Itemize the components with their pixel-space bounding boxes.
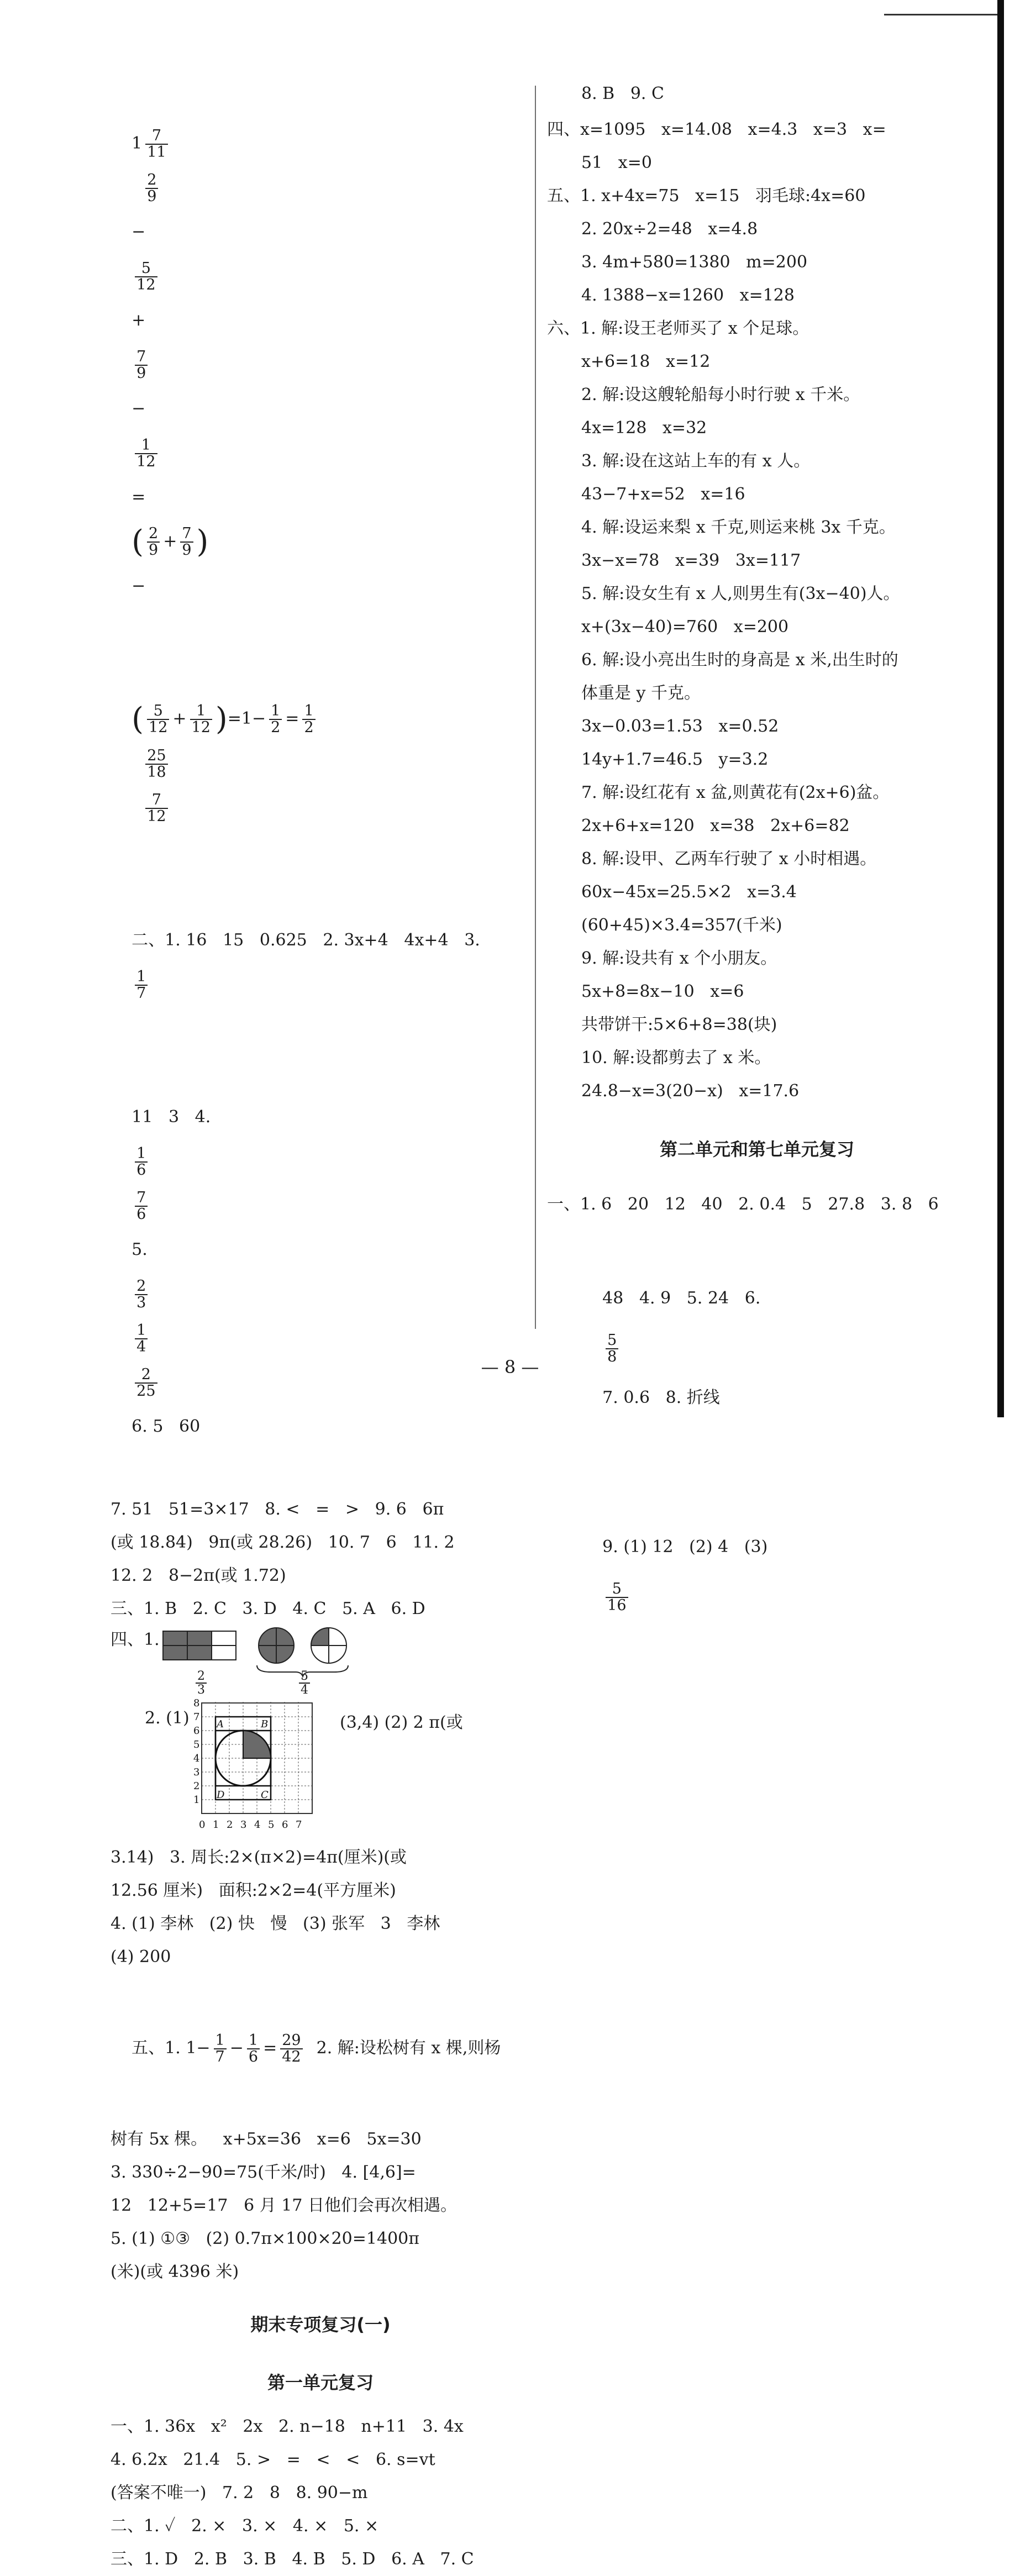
section2-line4: (或 18.84) 9π(或 28.26) 10. 7 6 11. 2 [111, 1533, 455, 1552]
den: 4 [136, 1338, 146, 1355]
y-ticks [193, 1697, 199, 1806]
y-tick-label: 8 [193, 1697, 200, 1709]
r-line-18: 6. 解:设小亮出生时的身高是 x 米,出生时的 [581, 650, 898, 670]
r-line-31: 24.8−x=3(20−x) x=17.6 [581, 1081, 800, 1101]
den: 7 [215, 2048, 225, 2065]
page-number: — 8 — [481, 1357, 539, 1378]
text: 5. [132, 1240, 148, 1259]
fraction-1-2 [302, 703, 315, 736]
r-line-6: 3. 4m+580=1380 m=200 [581, 253, 808, 272]
section5-line6: (米)(或 4396 米) [111, 2262, 239, 2281]
r-line-3: 51 x=0 [581, 153, 652, 172]
fraction-1-12 [190, 703, 212, 736]
r-line-13: 43−7+x=52 x=16 [581, 485, 745, 504]
label-c: C [261, 1789, 269, 1801]
section4-line3: 3.14) 3. 周长:2×(π×2)=4π(厘米)(或 [111, 1848, 407, 1867]
calc-line-2: ( $\frac{5}{12}$ + $\frac{1}{12}$ )=1− $\frac{1}{2}$ = $\frac{1}{2}$ $\frac{25}{18}$ $\frac{7}{12}$ [111, 653, 530, 874]
minus: − [229, 2038, 244, 2058]
num: 1 [214, 2033, 227, 2049]
scan-edge-bar [997, 0, 1004, 1417]
fraction-7-9 [135, 349, 148, 382]
num: 5 [606, 1333, 618, 1349]
text: 2. 解:设松树有 x 棵,则杨 [306, 2038, 501, 2058]
section4-label: 四、1. [111, 1630, 160, 1649]
right-column [547, 77, 967, 1671]
den: 6 [136, 1206, 146, 1223]
den: 2 [271, 719, 281, 736]
column-divider [535, 86, 536, 1329]
section5-line3: 3. 330÷2−90=75(千米/时) 4. [4,6]= [111, 2163, 416, 2182]
paren-close: ) [196, 524, 209, 560]
r-line-10: 2. 解:设这艘轮船每小时行驶 x 千米。 [581, 385, 860, 404]
r-line-2: 四、x=1095 x=14.08 x=4.3 x=3 x= [547, 120, 886, 139]
num: 1 [135, 1146, 148, 1163]
den: 2 [304, 719, 314, 736]
fraction-25-18 [145, 748, 167, 781]
heading-unit1: 第一单元复习 [267, 2372, 374, 2393]
r-line-12: 3. 解:设在这站上车的有 x 人。 [581, 451, 811, 471]
unit1-line1: 一、1. 36x x² 2x 2. n−18 n+11 3. 4x [111, 2417, 464, 2436]
label-d: D [217, 1789, 225, 1801]
heading-final-review: 期末专项复习(一) [250, 2314, 391, 2335]
r-line-16: 5. 解:设女生有 x 人,则男生有(3x−40)人。 [581, 584, 900, 603]
label-b: B [261, 1718, 269, 1730]
num: 5 [606, 1581, 628, 1598]
num: 1 [302, 703, 315, 720]
x-ticks [199, 1819, 302, 1831]
question-answer: (3,4) (2) 2 π(或 [340, 1713, 463, 1732]
section5-line4: 12 12+5=17 6 月 17 日他们会再次相遇。 [111, 2196, 457, 2215]
den: 9 [149, 542, 159, 559]
r-line-27: 9. 解:设共有 x 个小朋友。 [581, 949, 777, 968]
y-tick-label: 2 [193, 1780, 200, 1792]
fraction-1-2 [269, 703, 282, 736]
fraction-2-3 [196, 1670, 207, 1696]
r-line-34 [547, 1473, 967, 1671]
section5-line2: 树有 5x 棵。 x+5x=36 x=6 5x=30 [111, 2130, 422, 2149]
unit1-line2: 4. 6.2x 21.4 5. > = < < 6. s=vt [111, 2450, 435, 2469]
r-line-15: 3x−x=78 x=39 3x=117 [581, 551, 801, 570]
num: 1 [190, 703, 212, 720]
den: 18 [147, 764, 166, 781]
num: 29 [280, 2033, 302, 2049]
fraction-5-16 [606, 1581, 628, 1614]
section2-line5: 12. 2 8−2π(或 1.72) [111, 1566, 286, 1585]
section2-line1 [111, 874, 530, 1051]
r-line-14: 4. 解:设运来梨 x 千克,则运来桃 3x 千克。 [581, 518, 896, 537]
minus: − [132, 399, 146, 418]
equals: = [263, 2038, 277, 2058]
r-line-26: (60+45)×3.4=357(千米) [581, 916, 782, 935]
den: 7 [136, 985, 146, 1002]
text: 6. 5 60 [132, 1417, 201, 1436]
heading-unit2-unit7: 第二单元和第七单元复习 [659, 1139, 854, 1160]
top-rule [884, 14, 1003, 15]
paren-open: ( [132, 524, 144, 560]
r-line-11: 4x=128 x=32 [581, 418, 707, 438]
coordinate-grid [193, 1697, 337, 1838]
x-tick-label: 2 [227, 1819, 233, 1831]
fraction-29-42 [280, 2033, 302, 2065]
fraction-7-11 [145, 128, 167, 161]
r-line-30: 10. 解:设都剪去了 x 米。 [581, 1048, 771, 1068]
r-line-9: x+6=18 x=12 [581, 352, 711, 371]
num: 5 [147, 703, 169, 720]
num: 7 [145, 792, 167, 809]
x-tick-label: 0 [199, 1819, 206, 1831]
minus: − [132, 576, 146, 596]
fraction-2-3 [135, 1279, 148, 1311]
num: 2 [145, 172, 158, 189]
section3-line: 三、1. B 2. C 3. D 4. C 5. A 6. D [111, 1599, 425, 1618]
r-line-7: 4. 1388−x=1260 x=128 [581, 286, 795, 305]
den: 4 [301, 1683, 308, 1697]
den: 9 [182, 542, 192, 559]
r-line-4: 五、1. x+4x=75 x=15 羽毛球:4x=60 [547, 186, 866, 206]
r-line-21: 14y+1.7=46.5 y=3.2 [581, 750, 769, 769]
den: 6 [248, 2048, 259, 2065]
r-line-29: 共带饼干:5×6+8=38(块) [581, 1015, 777, 1034]
fraction-2-9 [145, 172, 158, 205]
x-tick-label: 4 [254, 1819, 261, 1831]
text: 48 4. 9 5. 24 6. [602, 1289, 761, 1308]
paren-close: ) [215, 701, 228, 737]
x-tick-label: 5 [268, 1819, 275, 1831]
den: 16 [607, 1597, 627, 1614]
r-line-8: 六、1. 解:设王老师买了 x 个足球。 [547, 319, 809, 338]
circle-quarter [311, 1628, 346, 1663]
section4-line4: 12.56 厘米) 面积:2×2=4(平方厘米) [111, 1881, 396, 1900]
num: 2 [196, 1670, 207, 1684]
r-line-1: 8. B 9. C [581, 84, 664, 103]
r-line-22: 7. 解:设红花有 x 盆,则黄花有(2x+6)盆。 [581, 783, 890, 802]
circle-full [259, 1628, 294, 1663]
num: 1 [135, 1323, 148, 1339]
text: 9. (1) 12 (2) 4 (3) [602, 1537, 768, 1557]
fraction-7-12 [145, 792, 167, 825]
left-column [111, 77, 530, 2576]
num: 7 [180, 526, 193, 543]
y-tick-label: 6 [193, 1725, 200, 1737]
bar-rect [163, 1631, 236, 1660]
r-line-19: 体重是 y 千克。 [581, 684, 701, 703]
den: 3 [136, 1294, 146, 1311]
text: 五、1. 1− [132, 2038, 211, 2058]
equals: = [132, 487, 146, 507]
fraction-1-7 [214, 2033, 227, 2065]
fraction-2-9 [147, 526, 160, 559]
text: 11 3 4. [132, 1107, 211, 1127]
fraction-7-6 [135, 1190, 148, 1223]
section5-line5: 5. (1) ①③ (2) 0.7π×100×20=1400π [111, 2229, 419, 2248]
den: 9 [136, 365, 146, 382]
section2-line3: 7. 51 51=3×17 8. < = > 9. 6 6π [111, 1500, 444, 1519]
den: 3 [197, 1683, 205, 1697]
num: 1 [135, 969, 148, 986]
den: 12 [191, 719, 211, 736]
den: 25 [136, 1382, 156, 1400]
num: 7 [145, 128, 167, 145]
fraction-5-12 [135, 261, 157, 293]
den: 12 [136, 276, 156, 293]
equals: = [285, 709, 299, 728]
text: 7. 0.6 8. 折线 [602, 1388, 720, 1407]
fraction-5-12 [147, 703, 169, 736]
paren-open: ( [132, 701, 144, 737]
den: 6 [136, 1161, 146, 1179]
y-tick-label: 4 [193, 1753, 200, 1764]
section4-line5: 4. (1) 李林 (2) 快 慢 (3) 张军 3 李林 [111, 1914, 440, 1933]
section4-grid-question [111, 1697, 530, 1841]
r-line-28: 5x+8=8x−10 x=6 [581, 982, 744, 1001]
fraction-shapes [111, 1626, 530, 1697]
label-a: A [217, 1718, 224, 1730]
num: 2 [147, 526, 160, 543]
y-tick-label: 7 [193, 1711, 200, 1723]
den: 8 [607, 1348, 617, 1365]
text: 二、1. 16 15 0.625 2. 3x+4 4x+4 3. [132, 930, 480, 950]
num: 1 [135, 438, 157, 454]
text: 1 [132, 134, 143, 153]
shaded-quarter [243, 1731, 271, 1758]
x-tick-label: 1 [213, 1819, 219, 1831]
den: 12 [147, 808, 166, 825]
fraction-1-6 [135, 1146, 148, 1179]
unit1-line3: (答案不唯一) 7. 2 8 8. 90−m [111, 2483, 368, 2503]
question-label: 2. (1) [145, 1708, 190, 1728]
fraction-1-7 [135, 969, 148, 1002]
r-line-33 [547, 1224, 967, 1473]
fraction-7-9 [180, 526, 193, 559]
num: 7 [135, 349, 148, 366]
r-line-20: 3x−0.03=1.53 x=0.52 [581, 717, 779, 736]
num: 2 [135, 1367, 157, 1384]
text: =1− [227, 709, 266, 728]
x-tick-label: 7 [296, 1819, 302, 1831]
plus: + [132, 311, 146, 330]
r-line-32: 一、1. 6 20 12 40 2. 0.4 5 27.8 3. 8 6 [547, 1195, 939, 1214]
y-tick-label: 5 [193, 1739, 200, 1750]
fraction-5-4 [299, 1670, 310, 1696]
r-line-24: 8. 解:设甲、乙两车行驶了 x 小时相遇。 [581, 849, 877, 869]
den: 9 [147, 188, 157, 205]
fraction-1-12 [135, 438, 157, 470]
section4-line6: (4) 200 [111, 1947, 171, 1967]
num: 5 [135, 261, 157, 277]
num: 1 [247, 2033, 260, 2049]
unit1-line4: 二、1. ✓ 2. × 3. × 4. × 5. × [111, 2516, 379, 2536]
den: 11 [147, 144, 166, 161]
num: 2 [135, 1279, 148, 1295]
calc-line-1: 1 $\frac{7}{11}$ $\frac{2}{9}$ − $\frac{5}{12}$ + $\frac{7}{9}$ − $\frac{1}{12}$ = ( $\frac{2}{9}$ + $\frac{7}{9}$ ) − [132, 127, 209, 596]
r-line-5: 2. 20x÷2=48 x=4.8 [581, 219, 758, 239]
num: 25 [145, 748, 167, 765]
x-tick-label: 3 [240, 1819, 247, 1831]
section5-line1 [111, 1974, 530, 2123]
unit1-line5: 三、1. D 2. B 3. B 4. B 5. D 6. A 7. C [111, 2549, 474, 2569]
r-line-25: 60x−45x=25.5×2 x=3.4 [581, 882, 797, 902]
y-tick-label: 3 [193, 1767, 200, 1778]
den: 12 [136, 453, 156, 470]
num: 7 [135, 1190, 148, 1207]
den: 12 [149, 719, 168, 736]
minus: − [132, 222, 146, 241]
fraction-1-4 [135, 1323, 148, 1355]
num: 5 [299, 1670, 310, 1684]
section2-line2 [111, 1051, 530, 1493]
den: 42 [282, 2048, 301, 2065]
y-tick-label: 1 [193, 1794, 200, 1806]
section4-figure1 [111, 1626, 530, 1697]
x-tick-label: 6 [282, 1819, 288, 1831]
r-line-23: 2x+6+x=120 x=38 2x+6=82 [581, 816, 850, 835]
fraction-1-6 [247, 2033, 260, 2065]
r-line-17: x+(3x−40)=760 x=200 [581, 617, 789, 637]
num: 1 [269, 703, 282, 720]
